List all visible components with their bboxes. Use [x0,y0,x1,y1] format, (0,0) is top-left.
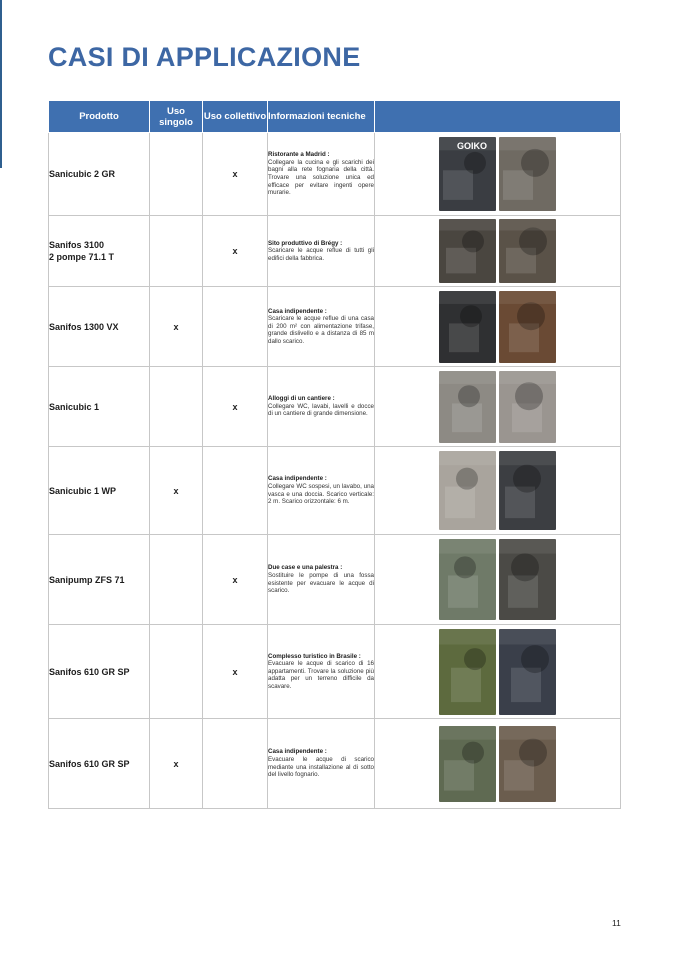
photos-cell [375,719,621,809]
technical-info [268,133,375,216]
photo-pair [439,371,556,443]
info-text: Collegare la cucina e gli scarichi dei bagni alla rete fognaria della città. Trovare una soluzione unica ed efficace per evitare ingenti opere murarie. [268,158,374,197]
left-edge-rule [0,0,2,168]
photo-pipes-soil [499,219,556,283]
product-name: Sanifos 610 GR SP [49,719,150,809]
info-title: Sito produttivo di Brégy : [268,239,343,247]
header-collective-use: Uso collettivo [203,101,268,133]
info-text: Scaricare le acque reflue di una casa di 200 m² con alimentazione trifase, grande dislivello e a distanza di 85 m dallo scarico. [268,315,374,345]
collective-use-mark: x [203,625,268,719]
single-use-mark [150,133,203,216]
product-name: Sanifos 610 GR SP [49,625,150,719]
photo-pair [439,451,556,530]
technical-info [268,719,375,809]
info-title: Alloggi di un cantiere : [268,395,335,403]
photo-tank-interior [439,291,496,363]
photo-pair [439,219,556,283]
info-title: Complesso turistico in Brasile : [268,652,361,660]
table-row [49,535,621,625]
photos-cell [375,625,621,719]
product-name: Sanifos 3100 2 pompe 71.1 T [49,216,150,287]
photo-pump-unit [499,451,556,530]
info-text: Sostituire le pompe di una fossa esistente per evacuare le acque di scarico. [268,571,374,595]
photo-tank-excavation [439,219,496,283]
single-use-mark [150,367,203,447]
photo-pair [439,539,556,620]
photo-houses-street [439,539,496,620]
photo-bathroom-tub [439,451,496,530]
page-number: 11 [612,918,621,928]
photo-tank-pumps-blue [499,629,556,715]
collective-use-mark [203,287,268,367]
collective-use-mark: x [203,367,268,447]
single-use-mark [150,535,203,625]
photos-cell [375,535,621,625]
info-text: Evacuare le acque di scarico mediante una installazione al di sotto del livello fognario. [268,755,374,779]
table-row [49,625,621,719]
product-name: Sanicubic 1 [49,367,150,447]
table-row [49,719,621,809]
photo-site-lodging-hall [439,371,496,443]
header-photos [375,101,621,133]
collective-use-mark [203,447,268,535]
technical-info [268,447,375,535]
single-use-mark: x [150,287,203,367]
table-row [49,447,621,535]
header-technical-info: Informazioni tecniche [268,101,375,133]
collective-use-mark: x [203,216,268,287]
technical-info [268,625,375,719]
header-single-use: Uso singolo [150,101,203,133]
header-product: Prodotto [49,101,150,133]
technical-info [268,367,375,447]
product-name: Sanipump ZFS 71 [49,535,150,625]
photo-pit-pumps [499,539,556,620]
photo-pair [439,291,556,363]
info-title: Casa indipendente : [268,748,327,756]
table-row [49,367,621,447]
photo-house-garden-steps [439,726,496,802]
single-use-mark: x [150,719,203,809]
photo-pair [439,629,556,715]
single-use-mark [150,216,203,287]
photo-buried-tank [499,291,556,363]
photos-cell [375,367,621,447]
technical-info [268,535,375,625]
info-text: Collegare WC, lavabi, lavelli e docce di un cantiere di grande dimensione. [268,402,374,418]
technical-info [268,287,375,367]
photos-cell [375,216,621,287]
table-header-row [49,101,621,133]
collective-use-mark [203,719,268,809]
application-cases-table [48,101,621,809]
collective-use-mark: x [203,535,268,625]
info-text: Scaricare le acque reflue di tutti gli edifici della fabbrica. [268,247,374,262]
photo-tourist-complex-pool [439,629,496,715]
photo-restaurant-storefront [439,137,496,211]
product-name: Sanicubic 1 WP [49,447,150,535]
table-row [49,287,621,367]
photo-cellar-pit [499,726,556,802]
info-text: Evacuare le acque di scarico di 16 appartamenti. Trovare la soluzione più adatta per un terreno difficile da scavare. [268,660,374,690]
photos-cell [375,133,621,216]
technical-info [268,216,375,287]
photo-pair [439,137,556,211]
storefront-sign-text: GOIKO [457,141,488,151]
product-name: Sanicubic 2 GR [49,133,150,216]
collective-use-mark: x [203,133,268,216]
info-title: Casa indipendente : [268,475,327,483]
photo-pair [439,726,556,802]
info-title: Casa indipendente : [268,307,327,315]
photo-site-kitchen [499,371,556,443]
info-text: Collegare WC sospesi, un lavabo, una vasca e una doccia. Scarico verticale: 2 m. Scarico orizzontale: 6 m. [268,482,374,506]
single-use-mark [150,625,203,719]
photos-cell [375,287,621,367]
table-row [49,216,621,287]
single-use-mark: x [150,447,203,535]
page-title: CASI DI APPLICAZIONE [48,42,361,72]
photos-cell [375,447,621,535]
info-title: Ristorante a Madrid : [268,151,330,159]
product-name: Sanifos 1300 VX [49,287,150,367]
table-row [49,133,621,216]
info-title: Due case e una palestra : [268,564,343,572]
photo-pump-installation [499,137,556,211]
